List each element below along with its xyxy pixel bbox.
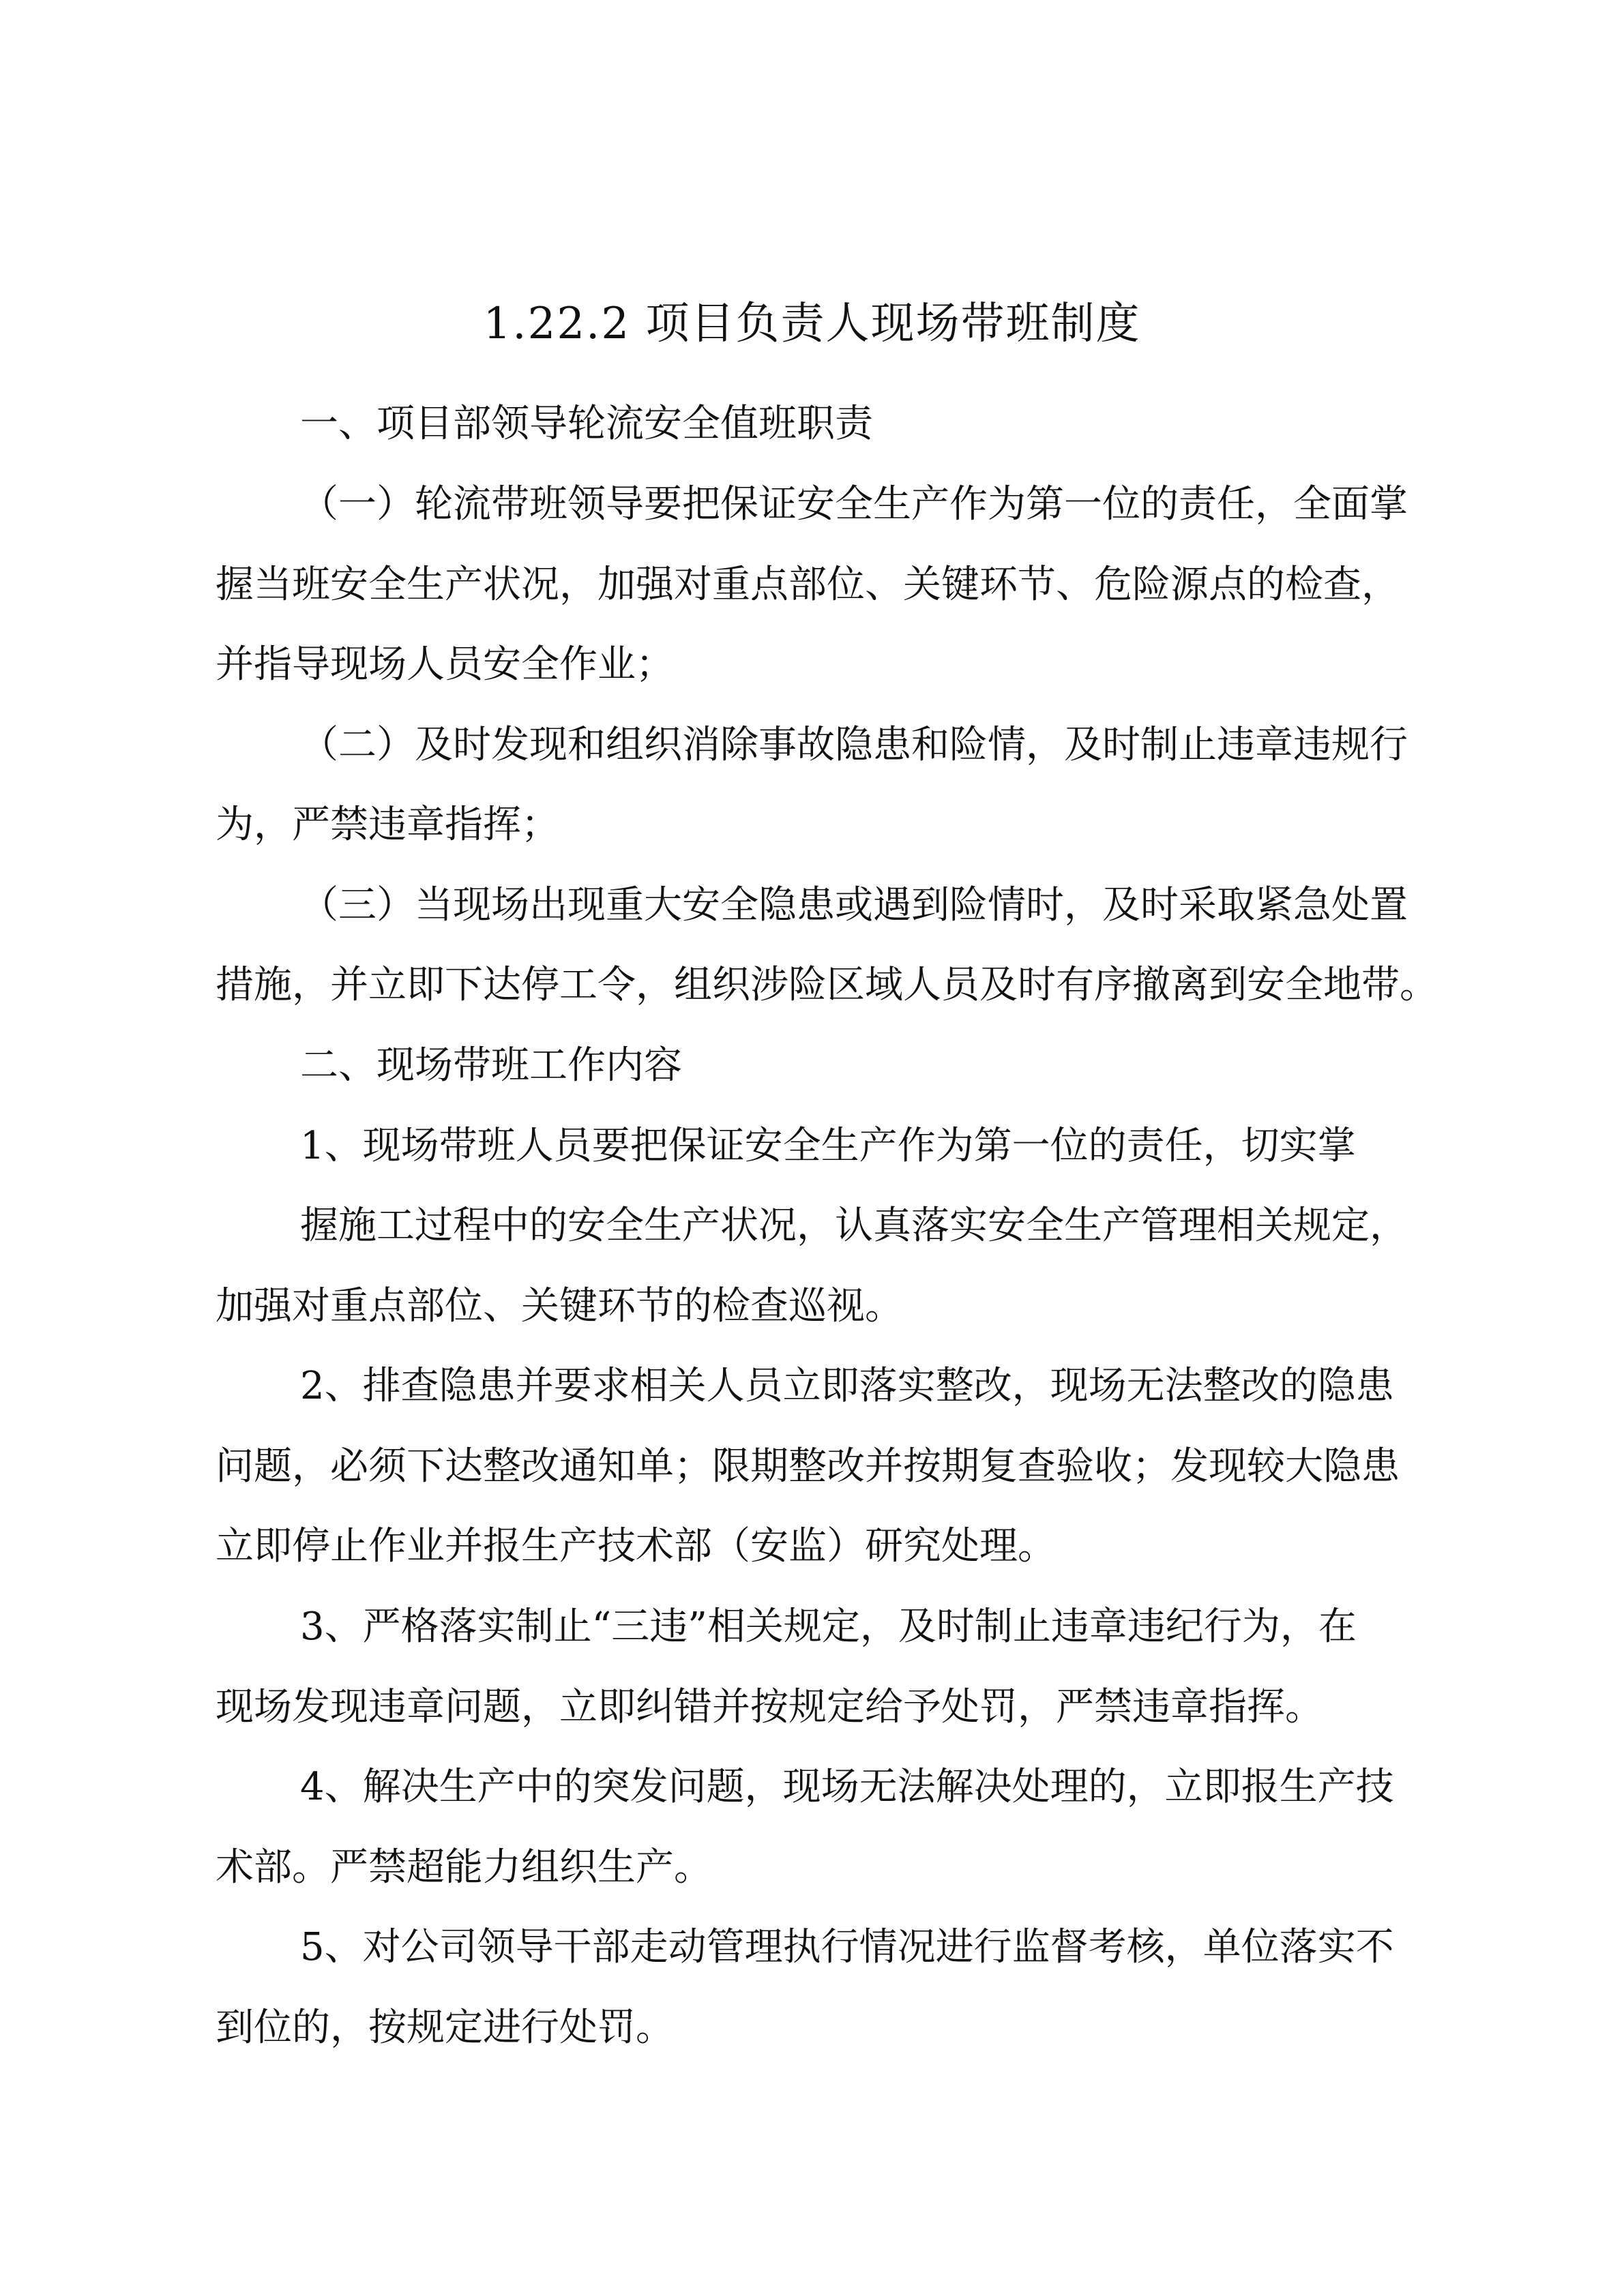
- paragraph-line: 握施工过程中的安全生产状况，认真落实安全生产管理相关规定，: [300, 1204, 1408, 1248]
- paragraph-line: 1、现场带班人员要把保证安全生产作为第一位的责任，切实掌: [300, 1124, 1356, 1168]
- paragraph-line: 为，严禁违章指挥；: [216, 803, 559, 847]
- paragraph-line: 现场发现违章问题，立即纠错并按规定给予处罚，严禁违章指挥。: [216, 1685, 1323, 1729]
- paragraph-line: 到位的，按规定进行处罚。: [216, 2006, 674, 2050]
- paragraph-line: 5、对公司领导干部走动管理执行情况进行监督考核，单位落实不: [300, 1925, 1394, 1969]
- paragraph-line: 并指导现场人员安全作业；: [216, 642, 674, 687]
- paragraph-line: 2、排查隐患并要求相关人员立即落实整改，现场无法整改的隐患: [300, 1364, 1394, 1408]
- paragraph-line: （三）当现场出现重大安全隐患或遇到险情时，及时采取紧急处置: [300, 883, 1408, 927]
- paragraph-line: （一）轮流带班领导要把保证安全生产作为第一位的责任，全面掌: [300, 482, 1408, 526]
- paragraph-line: 立即停止作业并报生产技术部（安监）研究处理。: [216, 1524, 1056, 1568]
- paragraph-line: 加强对重点部位、关键环节的检查巡视。: [216, 1284, 903, 1328]
- paragraph-line: 3、严格落实制止“三违”相关规定，及时制止违章违纪行为，在: [300, 1605, 1357, 1649]
- paragraph-line: （二）及时发现和组织消除事故隐患和险情，及时制止违章违规行: [300, 723, 1408, 767]
- paragraph-line: 措施，并立即下达停工令，组织涉险区域人员及时有序撤离到安全地带。: [216, 963, 1438, 1007]
- paragraph-line: 4、解决生产中的突发问题，现场无法解决处理的，立即报生产技: [300, 1765, 1394, 1809]
- section-heading-1: 一、项目部领导轮流安全值班职责: [300, 402, 873, 446]
- paragraph-line: 问题，必须下达整改通知单；限期整改并按期复查验收；发现较大隐患: [216, 1444, 1400, 1489]
- document-title: 1.22.2 项目负责人现场带班制度: [483, 299, 1141, 349]
- paragraph-line: 握当班安全生产状况，加强对重点部位、关键环节、危险源点的检查，: [216, 563, 1400, 607]
- section-heading-2: 二、现场带班工作内容: [300, 1043, 682, 1088]
- paragraph-line: 术部。严禁超能力组织生产。: [216, 1845, 712, 1890]
